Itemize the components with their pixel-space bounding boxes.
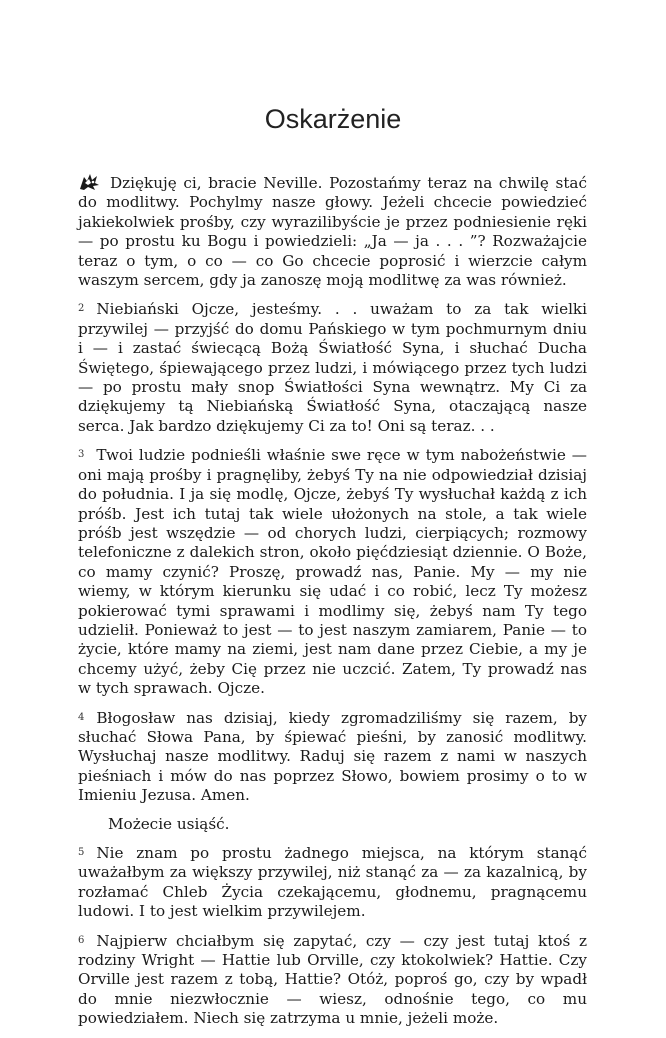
paragraph-number: 5 [78, 847, 85, 858]
paragraph-1 [78, 173, 587, 290]
paragraph-number: 3 [78, 449, 85, 461]
paragraph-6-text: Najpierw chciałbym się zapytać, czy — czy jest tutaj ktoś z rodziny Wright — Hattie lub Orville, czy ktokolwiek? Hattie. Czy Orville jest razem z tobą, Hattie? Otóż, poproś go, czy by wpadł do mnie niezwłocznie — wiesz, odnośnie tego, co mu powiedziałem. Niech się zatrzyma u mnie, jeżeli może. [78, 931, 587, 1028]
paragraph-2 [78, 299, 587, 436]
paragraph-sit-down [78, 815, 587, 834]
paragraph-5-text: Nie znam po prostu żadnego miejsca, na którym stanąć uważałbym za większy przywilej, niż stanąć za — za kazalnicą, by rozłamać Chleb Życia czekającemu, głodnemu, pragnącemu ludowi. I to jest wielkim przywilejem. [78, 844, 587, 921]
paragraph-3 [78, 445, 587, 698]
paragraph-number: 4 [78, 711, 85, 723]
speaker-emblem-icon [78, 173, 100, 191]
paragraph-6 [78, 931, 587, 1029]
paragraph-4 [78, 708, 587, 806]
paragraph-3-text: Twoi ludzie podnieśli właśnie swe ręce w tym nabożeństwie — oni mają prośby i pragnęliby, żebyś Ty na nie odpowiedział dzisiaj do południa. I ja się modlę, Ojcze, żebyś Ty wysłuchał każdą z ich próśb. Jest ich tutaj tak wiele ułożonych na stole, a tak wiele próśb jest wszędzie — od chorych ludzi, cierpiących; rozmowy telefoniczne z dalekich stron, około pięćdziesiąt dziennie. O Boże, co mamy czynić? Proszę, prowadź nas, Panie. My — my nie wiemy, w którym kierunku się udać i co robić, lecz Ty możesz pokierować tymi sprawami i modlimy się, żebyś nam Ty tego udzielił. Ponieważ to jest — to jest naszym zamiarem, Panie — to życie, które mamy na ziemi, jest nam dane przez Ciebie, a my je chcemy użyć, żeby Cię przez nie uczcić. Zatem, Ty prowadź nas w tych sprawach. Ojcze. [78, 446, 587, 698]
paragraph-number: 6 [78, 934, 85, 946]
paragraph-5 [78, 843, 587, 922]
paragraph-sit-down-text: Możecie usiąść. [108, 814, 230, 833]
sermon-text [78, 173, 587, 1038]
paragraph-2-text: Niebiański Ojcze, jesteśmy. . . uważam to za tak wielki przywilej — przyjść do domu Pańskiego w tym pochmurnym dniu i — i zastać świecącą Bożą Światłość Syna, i słuchać Ducha Świętego, śpiewającego przez ludzi, i mówiącego przez tych ludzi — po prostu mały snop Światłości Syna wewnątrz. My Ci za dziękujemy tą Niebiańską Światłość Syna, otaczającą nasze serca. Jak bardzo dziękujemy Ci za to! Oni są teraz. . . [78, 300, 587, 435]
paragraph-1-text: Dziękuję ci, bracie Neville. Pozostańmy teraz na chwilę stać do modlitwy. Pochylmy nasze głowy. Jeżeli chcecie powiedzieć jakiekolwiek prośby, czy wyrazilibyście je przez podniesienie ręki — po prostu ku Bogu i powiedzieli: „Ja — ja . . . ”? Rozważajcie teraz o tym, o co — co Go chcecie poprosić i wierzcie całym waszym sercem, gdy ja zanoszę moją modlitwę za was również. [78, 174, 587, 290]
paragraph-number: 2 [78, 303, 85, 315]
page-title: Oskarżenie [264, 104, 402, 134]
paragraph-4-text: Błogosław nas dzisiaj, kiedy zgromadziliśmy się razem, by słuchać Słowa Pana, by śpiewać pieśni, by zanosić modlitwy. Wysłuchaj nasze modlitwy. Raduj się razem z nami w naszych pieśniach i mów do nas poprzez Słowo, bowiem prosimy o to w Imieniu Jezusa. Amen. [78, 708, 587, 805]
